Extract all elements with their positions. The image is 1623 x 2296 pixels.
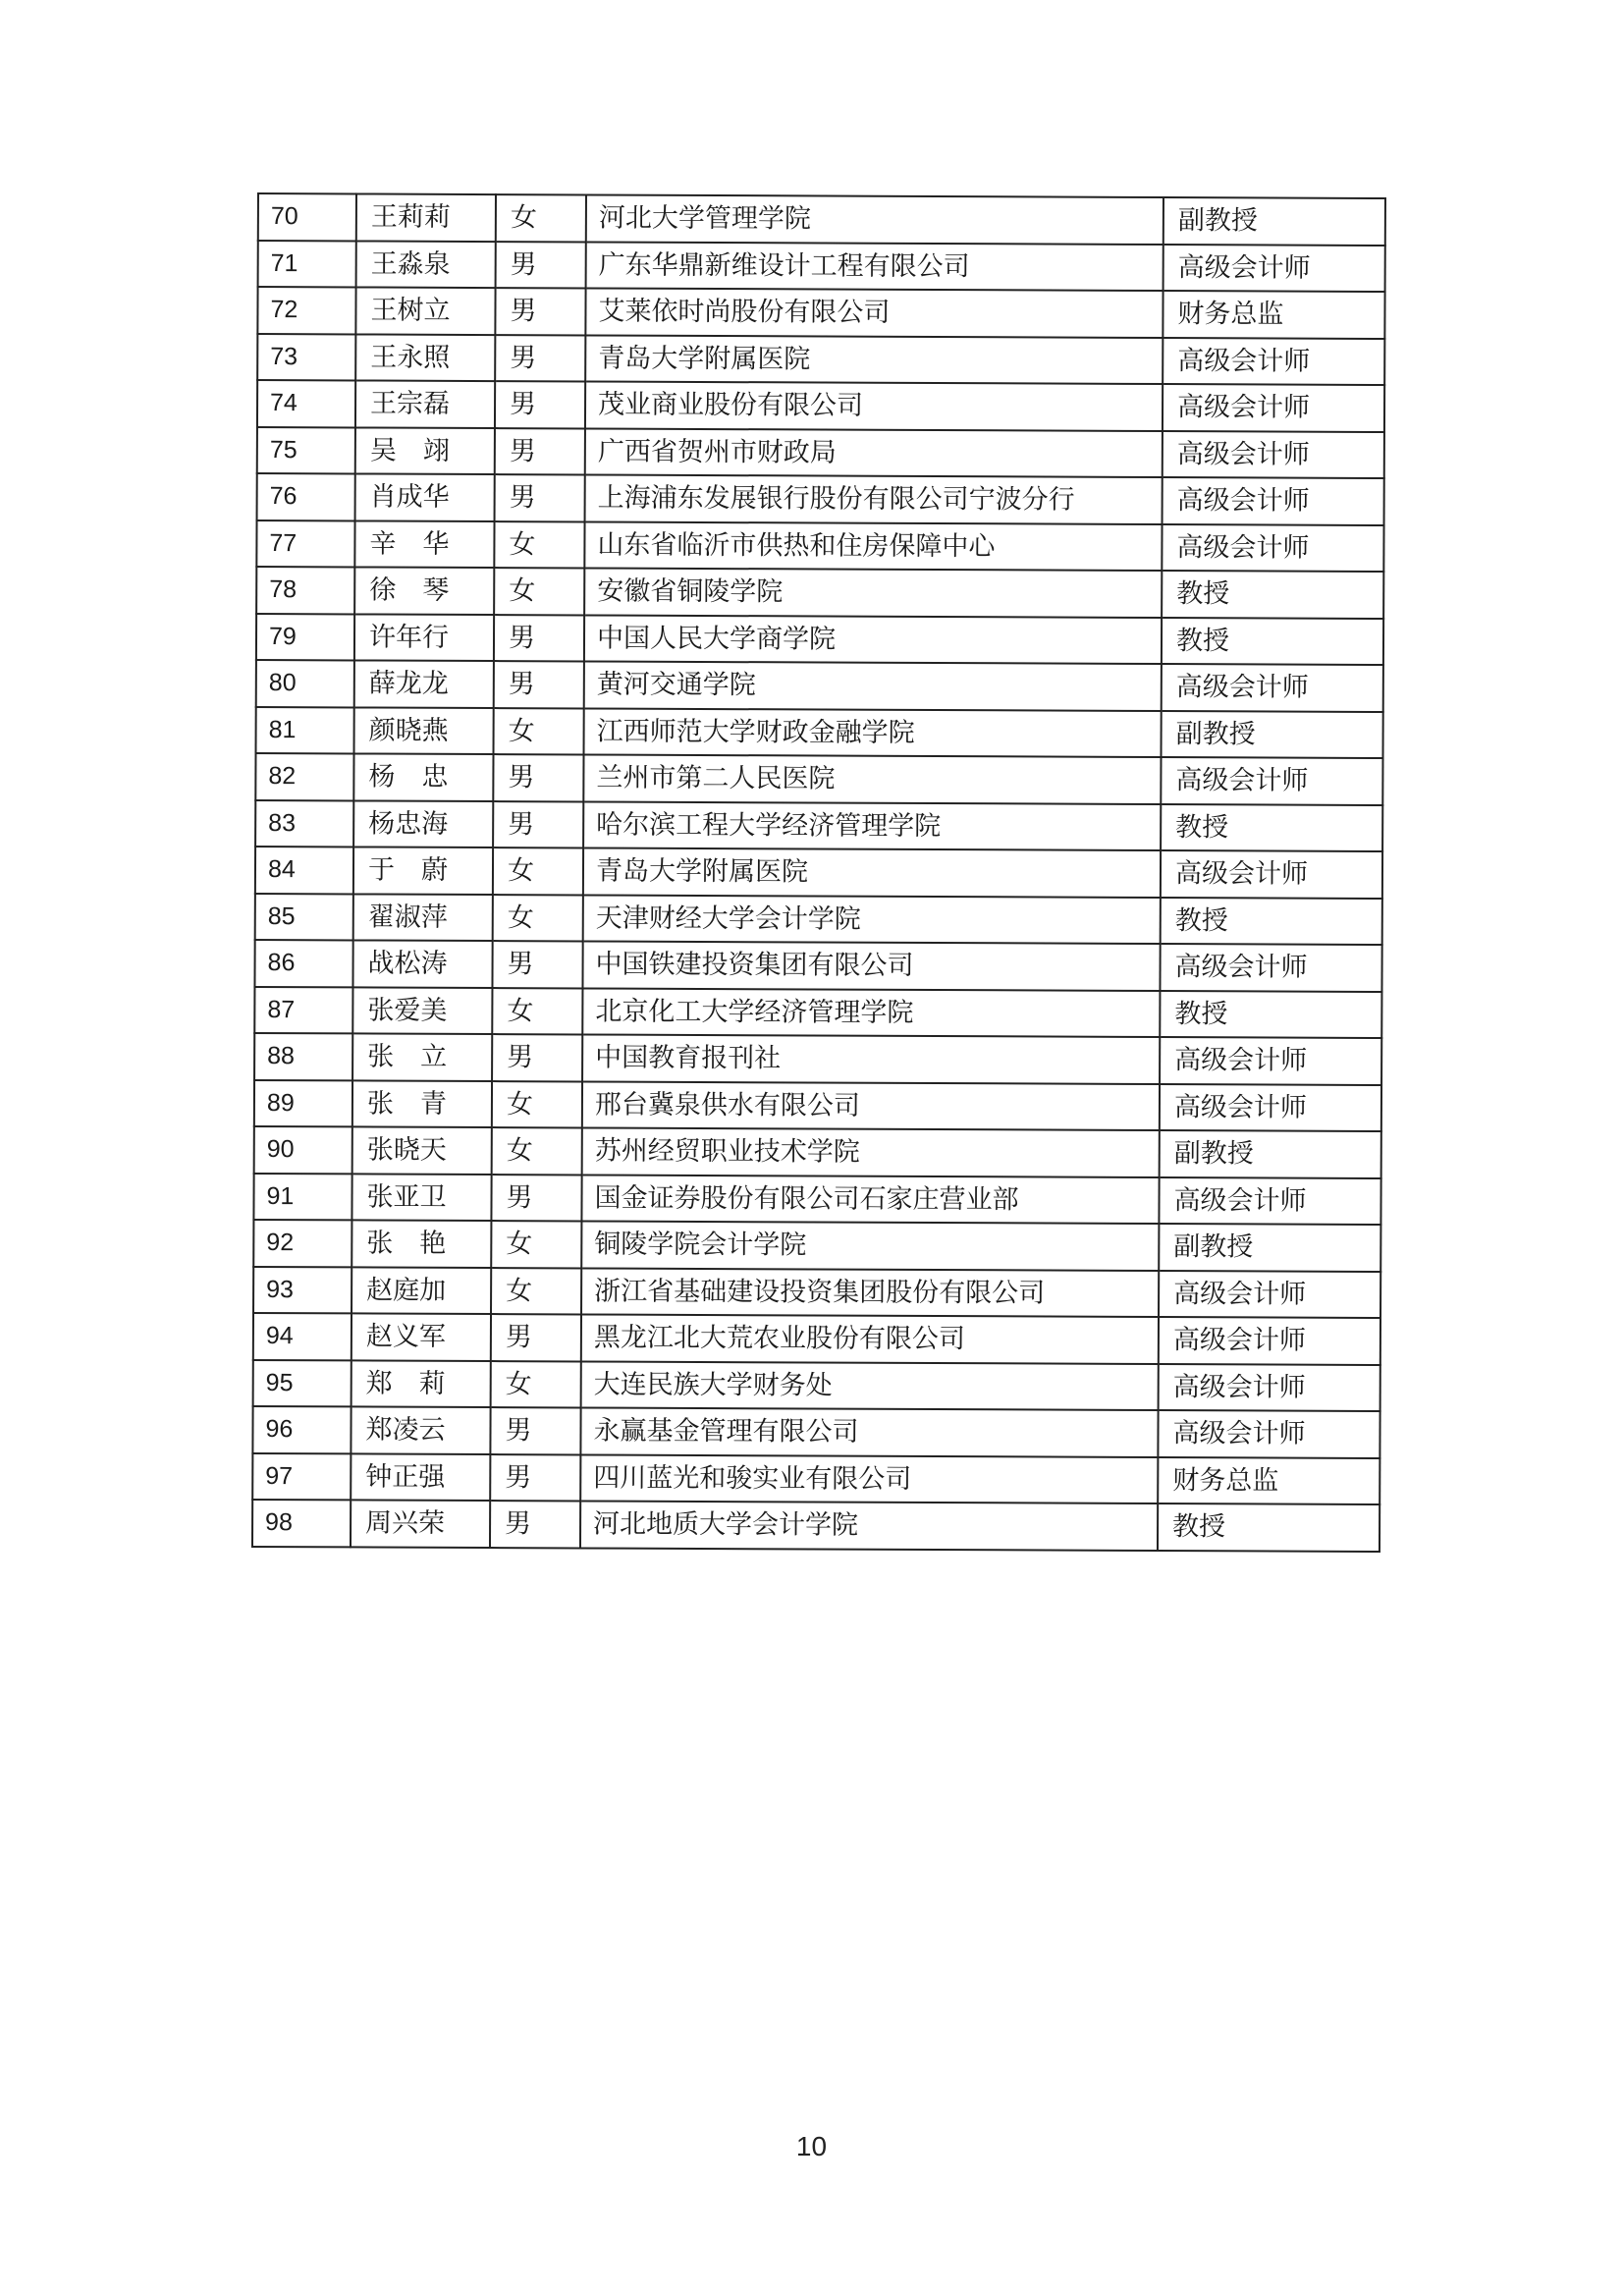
- gender-cell: 女: [491, 1268, 581, 1315]
- name-cell: 张亚卫: [352, 1174, 491, 1221]
- table-row: [258, 241, 1385, 293]
- name-cell: 张 青: [352, 1080, 492, 1127]
- gender-cell: 女: [494, 568, 584, 615]
- title-cell: 高级会计师: [1160, 1037, 1381, 1084]
- name-cell: 王宗磊: [355, 380, 495, 427]
- row-number-cell: 75: [257, 427, 355, 474]
- row-number-cell: 94: [253, 1313, 352, 1360]
- row-number-cell: 91: [253, 1173, 352, 1220]
- unit-cell: 河北大学管理学院: [586, 194, 1163, 244]
- row-number-cell: 97: [252, 1452, 351, 1500]
- unit-cell: 哈尔滨工程大学经济管理学院: [583, 801, 1161, 850]
- unit-cell: 邢台冀泉供水有限公司: [582, 1081, 1160, 1130]
- gender-cell: 男: [490, 1454, 580, 1502]
- row-number-cell: 83: [255, 799, 353, 847]
- row-number-cell: 71: [258, 241, 356, 288]
- row-number-cell: 87: [254, 986, 352, 1033]
- table-row: [255, 753, 1382, 805]
- name-cell: 翟淑萍: [353, 894, 493, 941]
- name-cell: 辛 华: [354, 520, 494, 568]
- table-row: [254, 1126, 1381, 1178]
- unit-cell: 中国铁建投资集团有限公司: [582, 941, 1160, 990]
- title-cell: 财务总监: [1163, 291, 1384, 338]
- unit-cell: 中国教育报刊社: [582, 1034, 1160, 1083]
- row-number-cell: 98: [252, 1500, 351, 1547]
- gender-cell: 男: [493, 801, 583, 848]
- title-cell: 教授: [1160, 991, 1381, 1038]
- gender-cell: 女: [494, 521, 584, 569]
- table-row: [256, 520, 1383, 573]
- row-number-cell: 92: [253, 1220, 352, 1267]
- title-cell: 财务总监: [1158, 1457, 1380, 1504]
- name-cell: 郑凌云: [351, 1406, 490, 1453]
- unit-cell: 大连民族大学财务处: [581, 1361, 1159, 1410]
- unit-cell: 黑龙江北大荒农业股份有限公司: [581, 1314, 1159, 1363]
- unit-cell: 山东省临沂市供热和住房保障中心: [584, 521, 1162, 571]
- table-row: [253, 1220, 1380, 1272]
- name-cell: 王淼泉: [356, 241, 496, 288]
- table-row: [253, 1313, 1380, 1365]
- name-cell: 张 艳: [352, 1220, 491, 1267]
- title-cell: 教授: [1162, 618, 1383, 665]
- row-number-cell: 73: [257, 334, 355, 381]
- row-number-cell: 93: [253, 1266, 352, 1313]
- table-row: [256, 706, 1383, 758]
- title-cell: 高级会计师: [1163, 477, 1384, 524]
- gender-cell: 男: [493, 754, 583, 801]
- row-number-cell: 82: [255, 753, 353, 800]
- row-number-cell: 78: [256, 567, 354, 614]
- gender-cell: 女: [493, 895, 583, 942]
- unit-cell: 黄河交通学院: [584, 661, 1162, 710]
- title-cell: 教授: [1161, 804, 1382, 851]
- title-cell: 副教授: [1159, 1224, 1380, 1271]
- name-cell: 赵义军: [352, 1313, 491, 1360]
- name-cell: 王莉莉: [356, 193, 496, 241]
- unit-cell: 国金证券股份有限公司石家庄营业部: [581, 1175, 1159, 1224]
- title-cell: 高级会计师: [1160, 1084, 1381, 1131]
- table-row: [255, 893, 1382, 945]
- row-number-cell: 74: [257, 380, 355, 427]
- title-cell: 高级会计师: [1159, 1177, 1380, 1225]
- name-cell: 战松涛: [352, 940, 492, 987]
- title-cell: 高级会计师: [1163, 245, 1385, 292]
- unit-cell: 艾莱依时尚股份有限公司: [585, 288, 1163, 337]
- table-row: [254, 940, 1381, 992]
- table-row: [257, 334, 1384, 386]
- title-cell: 副教授: [1160, 1130, 1381, 1177]
- title-cell: 高级会计师: [1161, 757, 1382, 804]
- title-cell: 高级会计师: [1159, 1271, 1380, 1318]
- unit-cell: 河北地质大学会计学院: [580, 1501, 1158, 1550]
- name-cell: 周兴荣: [351, 1500, 490, 1547]
- name-cell: 杨 忠: [353, 753, 493, 800]
- unit-cell: 青岛大学附属医院: [585, 335, 1163, 384]
- row-number-cell: 84: [255, 847, 353, 894]
- row-number-cell: 72: [257, 287, 355, 334]
- row-number-cell: 89: [254, 1079, 352, 1126]
- gender-cell: 女: [492, 1081, 582, 1128]
- name-cell: 赵庭加: [352, 1267, 491, 1314]
- unit-cell: 上海浦东发展银行股份有限公司宁波分行: [585, 474, 1163, 523]
- table-row: [258, 193, 1385, 246]
- roster-table-body: [252, 193, 1385, 1551]
- gender-cell: 女: [492, 988, 582, 1035]
- table-row: [257, 380, 1384, 432]
- unit-cell: 四川蓝光和骏实业有限公司: [580, 1454, 1158, 1503]
- table-row: [252, 1452, 1380, 1504]
- table-row: [257, 427, 1384, 479]
- name-cell: 王树立: [355, 287, 495, 334]
- name-cell: 徐 琴: [354, 567, 494, 614]
- name-cell: 郑 莉: [352, 1360, 491, 1407]
- gender-cell: 女: [496, 194, 586, 242]
- gender-cell: 男: [496, 242, 586, 289]
- row-number-cell: 86: [254, 940, 352, 987]
- title-cell: 高级会计师: [1163, 431, 1384, 478]
- title-cell: 高级会计师: [1159, 1364, 1380, 1411]
- title-cell: 副教授: [1163, 197, 1385, 245]
- gender-cell: 男: [492, 941, 582, 988]
- unit-cell: 苏州经贸职业技术学院: [582, 1127, 1160, 1176]
- title-cell: 高级会计师: [1159, 1317, 1380, 1364]
- name-cell: 吴 翊: [355, 427, 495, 474]
- gender-cell: 男: [492, 1034, 582, 1081]
- name-cell: 张 立: [352, 1033, 492, 1080]
- row-number-cell: 81: [256, 706, 354, 753]
- row-number-cell: 85: [255, 893, 353, 940]
- unit-cell: 北京化工大学经济管理学院: [582, 988, 1160, 1037]
- gender-cell: 女: [493, 847, 583, 895]
- gender-cell: 女: [491, 1361, 581, 1408]
- name-cell: 许年行: [354, 614, 494, 661]
- table-row: [257, 287, 1384, 339]
- title-cell: 高级会计师: [1162, 524, 1383, 572]
- unit-cell: 江西师范大学财政金融学院: [584, 708, 1162, 757]
- gender-cell: 男: [490, 1501, 580, 1548]
- table-row: [254, 1033, 1381, 1085]
- title-cell: 高级会计师: [1158, 1410, 1380, 1457]
- gender-cell: 女: [492, 1127, 582, 1175]
- row-number-cell: 90: [254, 1126, 352, 1174]
- title-cell: 高级会计师: [1160, 944, 1381, 991]
- unit-cell: 浙江省基础建设投资集团股份有限公司: [581, 1268, 1159, 1317]
- gender-cell: 男: [495, 335, 585, 382]
- row-number-cell: 96: [252, 1406, 351, 1453]
- title-cell: 高级会计师: [1162, 664, 1383, 711]
- table-row: [254, 1079, 1381, 1131]
- gender-cell: 女: [491, 1221, 581, 1268]
- name-cell: 王永照: [355, 334, 495, 381]
- title-cell: 教授: [1161, 898, 1382, 945]
- unit-cell: 茂业商业股份有限公司: [585, 381, 1163, 430]
- title-cell: 高级会计师: [1163, 384, 1384, 431]
- table-row: [255, 799, 1382, 851]
- table-row: [253, 1359, 1380, 1411]
- table-row: [254, 986, 1381, 1038]
- table-row: [256, 660, 1383, 712]
- table-row: [252, 1406, 1380, 1458]
- table-row: [257, 473, 1384, 525]
- title-cell: 副教授: [1161, 711, 1382, 758]
- unit-cell: 安徽省铜陵学院: [584, 568, 1162, 617]
- unit-cell: 广西省贺州市财政局: [585, 428, 1163, 477]
- page-number: 10: [795, 2131, 828, 2161]
- name-cell: 张爱美: [352, 987, 492, 1034]
- table-row: [256, 567, 1383, 619]
- unit-cell: 中国人民大学商学院: [584, 615, 1162, 664]
- table-row: [253, 1173, 1380, 1225]
- row-number-cell: 76: [257, 473, 355, 520]
- table-row: [253, 1266, 1380, 1318]
- table-row: [256, 614, 1383, 666]
- unit-cell: 天津财经大学会计学院: [583, 895, 1161, 944]
- gender-cell: 男: [495, 428, 585, 475]
- name-cell: 钟正强: [351, 1453, 490, 1501]
- title-cell: 高级会计师: [1163, 338, 1384, 385]
- row-number-cell: 88: [254, 1033, 352, 1080]
- unit-cell: 铜陵学院会计学院: [581, 1221, 1159, 1270]
- name-cell: 薛龙龙: [354, 660, 494, 707]
- gender-cell: 男: [491, 1175, 581, 1222]
- row-number-cell: 80: [256, 660, 354, 707]
- row-number-cell: 95: [253, 1359, 352, 1406]
- gender-cell: 男: [495, 474, 585, 521]
- title-cell: 教授: [1162, 571, 1383, 618]
- row-number-cell: 79: [256, 614, 354, 661]
- gender-cell: 男: [494, 615, 584, 662]
- unit-cell: 青岛大学附属医院: [583, 847, 1161, 897]
- title-cell: 高级会计师: [1161, 850, 1382, 898]
- unit-cell: 兰州市第二人民医院: [583, 754, 1161, 803]
- name-cell: 张晓天: [352, 1126, 492, 1174]
- row-number-cell: 77: [256, 520, 354, 568]
- unit-cell: 广东华鼎新维设计工程有限公司: [586, 242, 1163, 291]
- gender-cell: 男: [495, 288, 585, 335]
- name-cell: 于 蔚: [353, 847, 493, 894]
- title-cell: 教授: [1158, 1503, 1380, 1551]
- gender-cell: 男: [490, 1407, 580, 1454]
- gender-cell: 男: [495, 381, 585, 428]
- name-cell: 肖成华: [355, 473, 495, 520]
- gender-cell: 男: [491, 1314, 581, 1361]
- table-row: [255, 847, 1382, 899]
- row-number-cell: 70: [258, 193, 356, 241]
- gender-cell: 女: [494, 708, 584, 755]
- gender-cell: 男: [494, 661, 584, 708]
- name-cell: 杨忠海: [353, 800, 493, 847]
- unit-cell: 永赢基金管理有限公司: [580, 1407, 1158, 1456]
- table-row: [252, 1500, 1380, 1552]
- roster-table: [251, 192, 1386, 1553]
- name-cell: 颜晓燕: [354, 707, 494, 754]
